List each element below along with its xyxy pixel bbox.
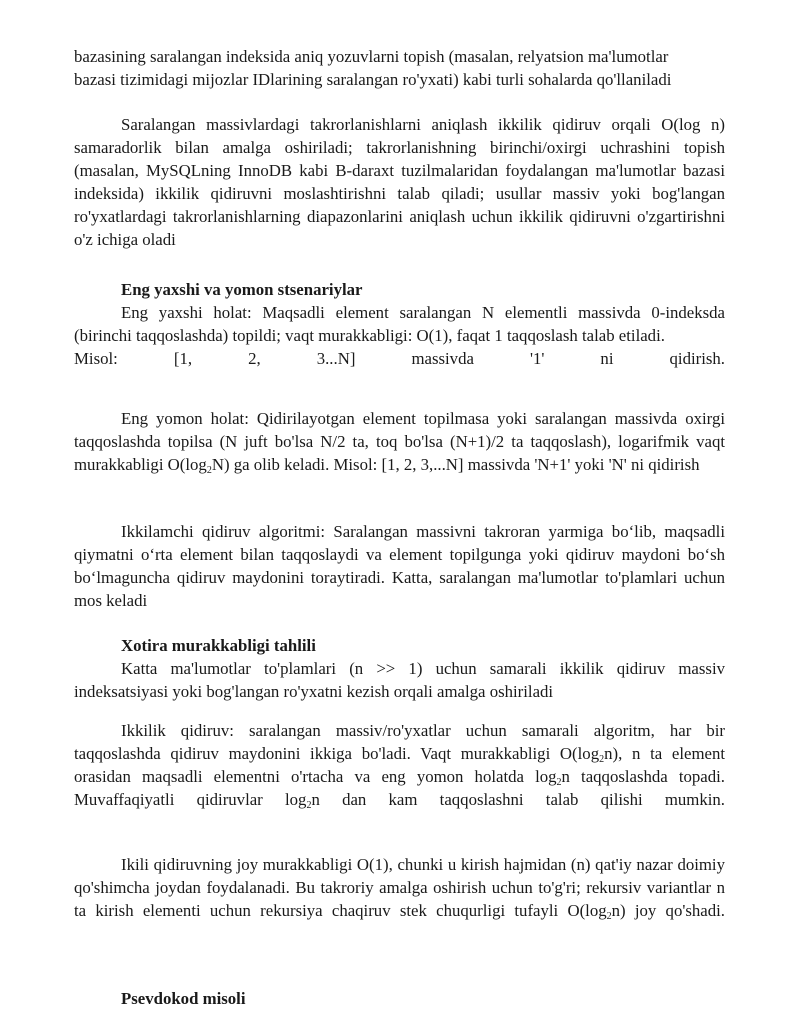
paragraph-text: n), n ta element orasidan maqsadli elementni o'rtacha va eng yomon holatda log: [74, 744, 726, 786]
paragraph-text: Katta ma'lumotlar to'plamlari (n >> 1) uchun samarali ikkilik qidiruv massiv indeksatsiyasi yoki bog'langan ro'yxatni kezish orqali amalga oshiriladi: [74, 659, 725, 701]
paragraph-best-case: [74, 301, 725, 370]
paragraph-worst-case: [74, 407, 725, 476]
subscript: 2: [599, 754, 605, 765]
subscript: 2: [556, 777, 562, 788]
paragraph-space-complexity: [74, 853, 725, 922]
heading-pseudocode-example: Psevdokod misoli: [121, 989, 246, 1008]
paragraph-secondary-search: [74, 520, 725, 612]
heading-best-worst-scenarios: Eng yaxshi va yomon stsenariylar: [121, 280, 363, 299]
paragraph-text: Ikkilamchi qidiruv algoritmi: Saralangan massivni takroran yarmiga bo‘lib, maqsadli qiymatni o‘rta element bilan taqqoslaydi va element topilgunga yoki qidiruv maydoni bo‘sh bo‘lmaguncha qidiruv maydonini toraytiradi. Katta, saralangan ma'lumotlar to'plamlari uchun mos keladi: [74, 522, 725, 610]
paragraph-large-datasets: [74, 657, 725, 703]
paragraph-line-example: Misol: [1, 2, 3...N] massivda '1' ni qidirish.: [74, 349, 725, 368]
paragraph-text: Ikili qidiruvning joy murakkabligi O(1), chunki u kirish hajmidan (n) qat'iy nazar doimiy qo'shimcha joydan foydalanadi. Bu takroriy amalga oshirish uchun to'g'ri; rekursiv variantlar n ta kirish elementi uchun rekursiya chaqiruv stek chuqurligi tufayli O(log: [74, 855, 725, 920]
paragraph-database-usage: [74, 45, 725, 91]
subscript: 2: [606, 911, 612, 922]
paragraph-line: bazasining saralangan indeksida aniq yozuvlarni topish (masalan, relyatsion ma'lumotlar: [74, 47, 669, 66]
paragraph-text: Ikkilik qidiruv: saralangan massiv/ro'yxatlar uchun samarali algoritm, har bir taqqoslashda qidiruv maydonini ikkiga bo'ladi. Vaqt murakkabligi O(log: [74, 721, 725, 763]
paragraph-text: n dan kam taqqoslashni talab qilishi mumkin.: [311, 790, 725, 809]
paragraph-duplicates: [74, 113, 725, 251]
subscript: 2: [306, 800, 312, 811]
heading-memory-complexity: Xotira murakkabligi tahlili: [121, 636, 316, 655]
paragraph-text: n taqqoslashda topadi. Muvaffaqiyatli qidiruvlar log: [74, 767, 725, 809]
paragraph-text: Eng yomon holat: Qidirilayotgan element topilmasa yoki saralangan massivda oxirgi taqqoslashda topilsa (N juft bo'lsa N/2 ta, toq bo'lsa (N+1)/2 ta taqqoslash), logarifmik vaqt murakkabligi O(log: [74, 409, 725, 474]
paragraph-text: N) ga olib keladi. Misol: [1, 2, 3,...N] massivda 'N+1' yoki 'N' ni qidirish: [211, 455, 700, 474]
paragraph-text: Eng yaxshi holat: Maqsadli element saralangan N elementli massivda 0-indeksda (birinchi taqqoslashda) topildi; vaqt murakkabligi: O(1), faqat 1 taqqoslash talab etiladi.: [74, 303, 725, 345]
paragraph-line: bazasi tizimidagi mijozlar IDlarining saralangan ro'yxati) kabi turli sohalarda qo'llaniladi: [74, 70, 672, 89]
paragraph-text: Saralangan massivlardagi takrorlanishlarni aniqlash ikkilik qidiruv orqali O(log n) samaradorlik bilan amalga oshiriladi; takrorlanishning birinchi/oxirgi uchrashini topish (masalan, MySQLning InnoDB kabi B-daraxt tuzilmalaridan foydalangan ma'lumotlar bazasi indeksida) ikkilik qidiruvni moslashtirishni talab qiladi; usullar massiv yoki bog'langan ro'yxatlardagi takrorlanishlarning diapazonlarini aniqlash uchun ikkilik qidiruvni o'zgartirishni o'z ichiga oladi: [74, 115, 725, 249]
paragraph-text: n) joy qo'shadi.: [611, 901, 725, 920]
paragraph-binary-search: [74, 719, 725, 811]
subscript: 2: [206, 465, 212, 476]
